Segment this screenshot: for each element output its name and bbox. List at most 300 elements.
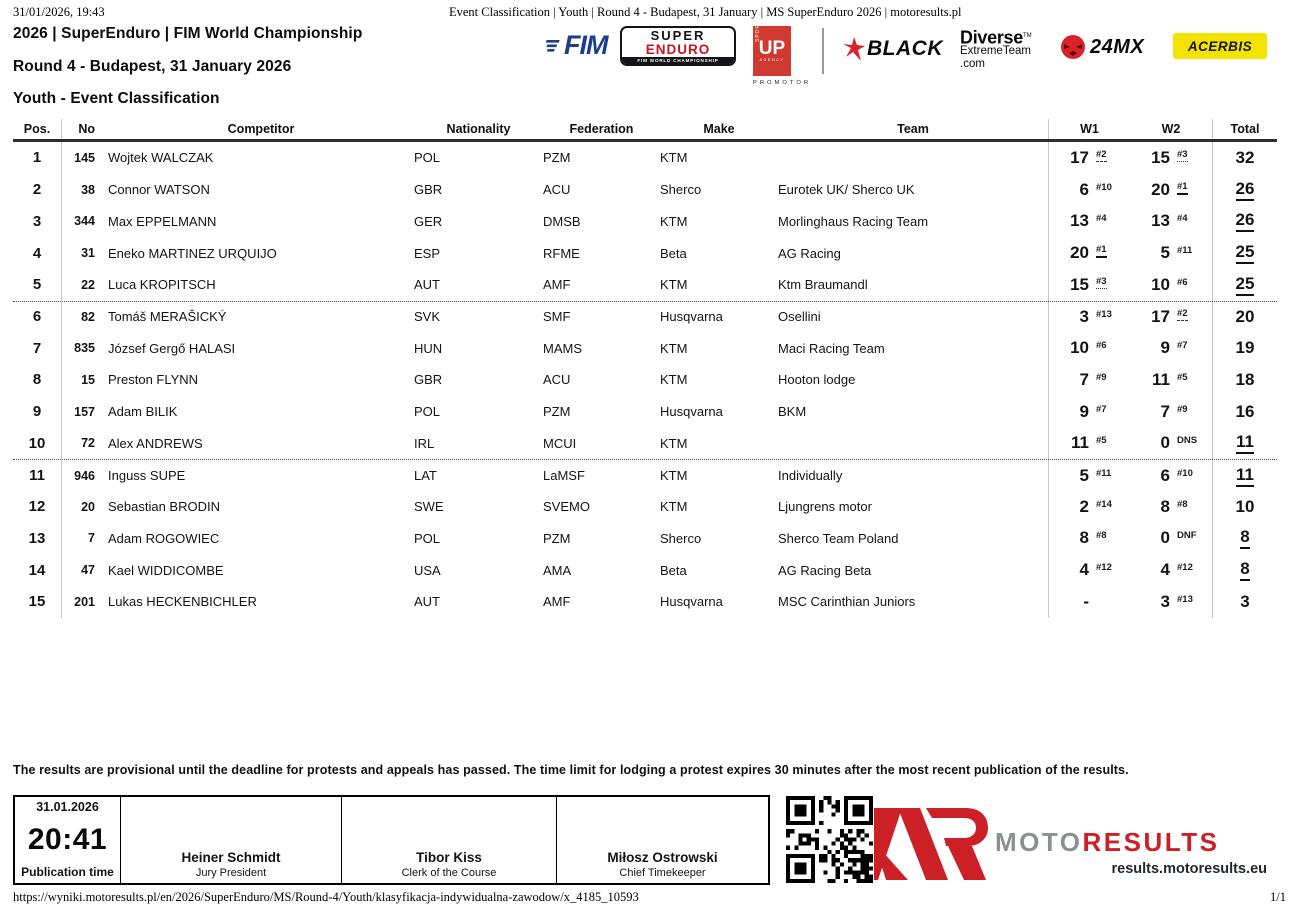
nationality-cell: USA (414, 562, 441, 578)
w1-cell (1048, 491, 1130, 523)
federation-cell: MAMS (543, 340, 582, 356)
spacer-cell (98, 332, 108, 364)
table-row (13, 364, 1277, 396)
table-row (13, 459, 1277, 491)
w2-cell (1130, 427, 1212, 459)
federation-cell: AMF (543, 277, 571, 293)
sportup-promotor-logo (753, 19, 812, 86)
publication-box (13, 795, 770, 885)
competitor-cell: Adam ROGOWIEC (108, 530, 220, 546)
table-row (13, 523, 1277, 555)
federation-cell: PZM (543, 150, 571, 166)
spacer-cell (98, 174, 108, 206)
official-jury-president (121, 797, 342, 883)
print-datetime: 31/01/2026, 19:43 (13, 5, 105, 19)
team-cell: Hooton lodge (778, 372, 856, 388)
logo-strip (540, 19, 1287, 86)
w2-cell (1130, 586, 1212, 618)
spacer-cell (98, 427, 108, 459)
total-cell (1212, 586, 1277, 618)
competitor-cell: Tomáš MERAŠICKÝ (108, 309, 227, 325)
official-role: Jury President (195, 867, 267, 879)
w2-cell (1130, 396, 1212, 428)
header-pos: Pos. (13, 119, 62, 139)
heat-rank-tag: #2 (1096, 149, 1107, 161)
qr-code (786, 796, 873, 883)
w2-cell (1130, 142, 1212, 174)
table-row (13, 301, 1277, 333)
results-site-url: results.motoresults.eu (1111, 861, 1267, 877)
total-points: 8 (1240, 559, 1249, 581)
federation-cell: DMSB (543, 213, 581, 229)
black-star-icon (843, 37, 865, 61)
print-doc-title: Event Classification | Youth | Round 4 - Budapest, 31 January | MS SuperEnduro 2026 | motoresults.pl (449, 5, 962, 19)
total-points: 11 (1236, 465, 1254, 487)
w1-cell (1048, 332, 1130, 364)
heat-points: 9 (1160, 338, 1170, 358)
heat-rank-tag: #6 (1177, 276, 1188, 288)
heat-points: 17 (1151, 306, 1170, 326)
total-points: 20 (1235, 306, 1255, 326)
team-cell: AG Racing (778, 245, 841, 261)
team-cell (778, 142, 1048, 174)
w1-cell (1048, 237, 1130, 269)
total-cell (1212, 460, 1277, 491)
heat-rank-tag: #11 (1096, 467, 1112, 479)
page-number: 1/1 (1270, 890, 1286, 904)
w1-cell (1048, 205, 1130, 237)
federation-cell: SMF (543, 309, 571, 325)
table-row (13, 396, 1277, 428)
team-cell: Ljungrens motor (778, 499, 872, 515)
24mx-logo (1060, 34, 1144, 60)
team-cell: Eurotek UK/ Sherco UK (778, 182, 915, 198)
official-name: Heiner Schmidt (181, 850, 281, 865)
heat-points: 0 (1160, 433, 1170, 453)
nationality-cell: GBR (414, 372, 443, 388)
competitor-cell: Kael WIDDICOMBE (108, 562, 224, 578)
heat-rank-tag: #8 (1096, 530, 1107, 542)
heat-rank-tag: #10 (1177, 467, 1193, 479)
position-cell: 10 (13, 427, 62, 459)
table-row (13, 554, 1277, 586)
make-cell: Sherco (660, 182, 702, 198)
federation-cell: AMF (543, 594, 571, 610)
w1-cell (1048, 427, 1130, 459)
diverse-logo (960, 27, 1032, 71)
team-cell: MSC Carinthian Juniors (778, 594, 916, 610)
w1-cell (1048, 364, 1130, 396)
wordmark-results: RESULTS (1082, 827, 1220, 857)
total-points: 8 (1240, 527, 1249, 549)
total-cell (1212, 396, 1277, 428)
total-cell (1212, 174, 1277, 206)
superenduro-logo-sub: FIM WORLD CHAMPIONSHIP (622, 57, 734, 64)
total-points: 3 (1240, 591, 1250, 611)
heat-rank-tag: #13 (1177, 593, 1193, 605)
heat-rank-tag: #5 (1096, 435, 1107, 447)
spacer-cell (98, 302, 108, 333)
w2-cell (1130, 460, 1212, 491)
official-clerk-of-course (342, 797, 557, 883)
heat-points: 6 (1160, 465, 1170, 485)
heat-points: 8 (1079, 528, 1089, 548)
team-cell: Maci Racing Team (778, 340, 885, 356)
w2-cell (1130, 364, 1212, 396)
make-cell: Husqvarna (660, 404, 723, 420)
number-cell: 38 (81, 182, 95, 197)
official-name: Miłosz Ostrowski (607, 850, 718, 865)
superenduro-logo (620, 26, 736, 66)
official-chief-timekeeper (557, 797, 768, 883)
heat-rank-tag: #12 (1177, 562, 1193, 574)
heat-points: 6 (1079, 179, 1089, 199)
make-cell: KTM (660, 277, 688, 293)
publication-time-cell (15, 797, 121, 883)
table-row (13, 269, 1277, 301)
spacer-cell (98, 364, 108, 396)
table-row (13, 174, 1277, 206)
official-role: Clerk of the Course (401, 867, 497, 879)
total-points: 25 (1236, 274, 1255, 296)
heat-points: 4 (1079, 560, 1089, 580)
heat-points: 11 (1152, 369, 1170, 389)
acerbis-logo (1173, 33, 1267, 59)
total-cell (1212, 554, 1277, 586)
heat-rank-tag: #9 (1177, 403, 1188, 415)
heat-points: 20 (1151, 179, 1170, 199)
total-cell (1212, 269, 1277, 301)
position-cell: 6 (13, 302, 62, 333)
make-cell: Husqvarna (660, 594, 723, 610)
heat-rank-tag: #13 (1096, 308, 1112, 320)
federation-cell: AMA (543, 562, 572, 578)
sportup-red-box (753, 19, 791, 76)
heat-rank-tag: #10 (1096, 181, 1112, 193)
diverse-tm: TM (1022, 33, 1032, 39)
total-points: 16 (1235, 401, 1255, 421)
total-cell (1212, 364, 1277, 396)
heat-points: 4 (1160, 560, 1170, 580)
nationality-cell: ESP (414, 245, 441, 261)
w1-cell (1048, 554, 1130, 586)
competitor-cell: Lukas HECKENBICHLER (108, 594, 257, 610)
heat-points: 10 (1151, 274, 1170, 294)
make-cell: Husqvarna (660, 309, 723, 325)
24mx-logo-text: 24MX (1090, 35, 1145, 58)
total-cell (1212, 237, 1277, 269)
competitor-cell: Eneko MARTINEZ URQUIJO (108, 245, 277, 261)
federation-cell: ACU (543, 372, 571, 388)
spacer-cell (98, 460, 108, 491)
number-cell: 72 (81, 436, 95, 451)
team-cell: Sherco Team Poland (778, 530, 899, 546)
total-cell (1212, 142, 1277, 174)
header-w2: W2 (1161, 122, 1181, 136)
federation-cell: LaMSF (543, 468, 585, 484)
w2-cell (1130, 205, 1212, 237)
competitor-cell: Adam BILIK (108, 404, 178, 420)
heat-rank-tag: DNS (1177, 435, 1198, 447)
fim-logo-text: FIM (564, 30, 608, 60)
w2-cell (1130, 302, 1212, 333)
w2-cell (1130, 269, 1212, 301)
heat-rank-tag: #7 (1096, 403, 1107, 415)
diverse-logo-line3: .com (960, 58, 985, 71)
table-header-row (13, 119, 1277, 142)
heat-rank-tag: #8 (1177, 498, 1188, 510)
competitor-cell: Preston FLYNN (108, 372, 199, 388)
w2-cell (1130, 491, 1212, 523)
position-cell: 7 (13, 332, 62, 364)
number-cell: 946 (74, 468, 95, 483)
nationality-cell: IRL (414, 435, 435, 451)
competitor-cell: Max EPPELMANN (108, 213, 217, 229)
heat-rank-tag: #4 (1096, 213, 1107, 225)
table-row (13, 237, 1277, 269)
team-cell: Osellini (778, 309, 821, 325)
make-cell: KTM (660, 468, 688, 484)
header-spacer (98, 119, 108, 139)
heat-points: 15 (1151, 147, 1170, 167)
nationality-cell: GBR (414, 182, 443, 198)
total-points: 32 (1235, 147, 1255, 167)
total-cell (1212, 491, 1277, 523)
motoresults-mr-icon (868, 798, 990, 888)
logo-divider (822, 28, 824, 74)
w1-cell (1048, 396, 1130, 428)
fim-logo (545, 30, 608, 61)
heat-rank-tag: DNF (1177, 530, 1197, 542)
heat-rank-tag: #6 (1096, 340, 1107, 352)
number-cell: 31 (81, 246, 95, 261)
source-url: https://wyniki.motoresults.pl/en/2026/SuperEnduro/MS/Round-4/Youth/klasyfikacja-indywidualna-zawodow/x_4185_10593 (13, 890, 639, 904)
spacer-cell (98, 491, 108, 523)
heat-points: 11 (1071, 433, 1089, 453)
total-cell (1212, 205, 1277, 237)
federation-cell: MCUI (543, 435, 577, 451)
spacer-cell (98, 142, 108, 174)
w1-cell (1048, 142, 1130, 174)
header-federation: Federation (569, 122, 634, 136)
w2-cell (1130, 237, 1212, 269)
total-points: 26 (1236, 210, 1255, 232)
superenduro-logo-top: SUPER (650, 28, 706, 43)
make-cell: KTM (660, 150, 688, 166)
make-cell: KTM (660, 372, 688, 388)
position-cell: 4 (13, 237, 62, 269)
table-row (13, 205, 1277, 237)
competitor-cell: Alex ANDREWS (108, 435, 203, 451)
heat-rank-tag: #12 (1096, 562, 1112, 574)
heat-points: 13 (1151, 211, 1170, 231)
w1-cell (1048, 302, 1130, 333)
heat-rank-tag: #5 (1177, 371, 1188, 383)
motoresults-wordmark (995, 827, 1219, 858)
heat-points: 0 (1160, 528, 1170, 548)
heat-rank-tag: #3 (1096, 276, 1107, 288)
spacer-cell (98, 586, 108, 618)
federation-cell: RFME (543, 245, 580, 261)
total-cell (1212, 427, 1277, 459)
competitor-cell: Connor WATSON (108, 182, 210, 198)
position-cell: 8 (13, 364, 62, 396)
w1-cell (1048, 269, 1130, 301)
official-name: Tibor Kiss (416, 850, 482, 865)
table-row (13, 586, 1277, 618)
table-row (13, 332, 1277, 364)
position-cell: 12 (13, 491, 62, 523)
official-role: Chief Timekeeper (619, 867, 706, 879)
nationality-cell: POL (414, 150, 441, 166)
total-points: 18 (1235, 369, 1255, 389)
w1-cell (1048, 586, 1130, 618)
round-title: Round 4 - Budapest, 31 January 2026 (13, 57, 292, 75)
w1-cell (1048, 460, 1130, 491)
number-cell: 344 (74, 214, 95, 229)
position-cell: 1 (13, 142, 62, 174)
spacer-cell (98, 205, 108, 237)
promotor-text: PROMOTOR (753, 80, 812, 86)
title-block (13, 25, 362, 123)
heat-points: 3 (1079, 306, 1089, 326)
team-cell: Ktm Braumandl (778, 277, 868, 293)
team-cell: Individually (778, 468, 843, 484)
heat-points: 10 (1070, 338, 1089, 358)
heat-rank-tag: #3 (1177, 149, 1188, 161)
nationality-cell: HUN (414, 340, 443, 356)
heat-rank-tag: #7 (1177, 340, 1188, 352)
heat-points: 20 (1070, 243, 1089, 263)
black-logo (843, 37, 943, 61)
number-cell: 82 (81, 309, 95, 324)
position-cell: 11 (13, 460, 62, 491)
w2-cell (1130, 174, 1212, 206)
number-cell: 20 (81, 499, 95, 514)
make-cell: KTM (660, 499, 688, 515)
publication-date: 31.01.2026 (36, 800, 99, 814)
heat-points: 8 (1160, 496, 1170, 516)
team-cell: BKM (778, 404, 807, 420)
spacer-cell (98, 396, 108, 428)
results-table (13, 119, 1277, 618)
heat-rank-tag: #14 (1096, 498, 1112, 510)
spacer-cell (98, 554, 108, 586)
heat-rank-tag: #9 (1096, 371, 1107, 383)
total-cell (1212, 523, 1277, 555)
number-cell: 145 (74, 150, 95, 165)
total-points: 19 (1235, 338, 1255, 358)
w2-cell (1130, 523, 1212, 555)
nationality-cell: AUT (414, 594, 440, 610)
provisional-notice: The results are provisional until the deadline for protests and appeals has passed. The time limit for lodging a protest expires 30 minutes after the most recent publication of the results. (13, 763, 1129, 777)
team-cell: Morlinghaus Racing Team (778, 213, 929, 229)
team-cell (778, 427, 1048, 459)
federation-cell: PZM (543, 404, 571, 420)
number-cell: 47 (81, 563, 95, 578)
diverse-logo-line1: Diverse (960, 27, 1023, 48)
table-row (13, 427, 1277, 459)
total-points: 26 (1236, 179, 1255, 201)
federation-cell: ACU (543, 182, 571, 198)
sportup-agency-text: AGENCY (759, 58, 785, 62)
heat-rank-tag: #4 (1177, 213, 1188, 225)
spacer-cell (98, 237, 108, 269)
publication-time-label: Publication time (21, 865, 114, 879)
heat-points: 2 (1079, 496, 1089, 516)
heat-points: 7 (1079, 369, 1089, 389)
position-cell: 9 (13, 396, 62, 428)
position-cell: 15 (13, 586, 62, 618)
publication-time: 20:41 (27, 822, 108, 856)
number-cell: 201 (74, 594, 95, 609)
nationality-cell: SWE (414, 499, 444, 515)
number-cell: 157 (74, 404, 95, 419)
nationality-cell: GER (414, 213, 443, 229)
w2-cell (1130, 554, 1212, 586)
heat-points: - (1083, 591, 1089, 611)
header-total: Total (1212, 119, 1277, 139)
spacer-cell (98, 269, 108, 301)
header-nationality: Nationality (446, 122, 511, 136)
number-cell: 15 (81, 372, 95, 387)
number-cell: 835 (74, 341, 95, 356)
number-cell: 7 (88, 531, 95, 546)
w1-cell (1048, 523, 1130, 555)
position-cell: 2 (13, 174, 62, 206)
competitor-cell: Sebastian BRODIN (108, 499, 220, 515)
acerbis-logo-text: ACERBIS (1187, 38, 1253, 54)
position-cell: 3 (13, 205, 62, 237)
results-rows (13, 142, 1277, 618)
heat-rank-tag: #11 (1177, 245, 1193, 257)
position-cell: 5 (13, 269, 62, 301)
make-cell: Sherco (660, 530, 702, 546)
24mx-mask-icon (1060, 34, 1086, 60)
sportup-sport-text: SPORT (755, 19, 761, 42)
federation-cell: SVEMO (543, 499, 590, 515)
nationality-cell: POL (414, 404, 441, 420)
nationality-cell: POL (414, 530, 441, 546)
total-cell (1212, 302, 1277, 333)
header-make: Make (703, 122, 735, 136)
heat-points: 5 (1079, 465, 1089, 485)
make-cell: KTM (660, 213, 688, 229)
black-logo-text: BLACK (867, 37, 943, 60)
header-competitor: Competitor (227, 122, 295, 136)
table-row (13, 491, 1277, 523)
competitor-cell: Luca KROPITSCH (108, 277, 216, 293)
wordmark-moto: MOTO (995, 827, 1083, 857)
heat-rank-tag: #1 (1096, 244, 1107, 258)
classification-title: Youth - Event Classification (13, 90, 220, 107)
header-no: No (78, 122, 95, 136)
table-row (13, 142, 1277, 174)
team-cell: AG Racing Beta (778, 562, 872, 578)
position-cell: 14 (13, 554, 62, 586)
sportup-up-text: UP (758, 38, 786, 59)
federation-cell: PZM (543, 530, 571, 546)
heat-points: 7 (1160, 401, 1170, 421)
make-cell: KTM (660, 435, 688, 451)
make-cell: Beta (660, 245, 687, 261)
total-points: 25 (1236, 242, 1255, 264)
heat-rank-tag: #1 (1177, 181, 1188, 195)
header-team: Team (897, 122, 929, 136)
total-points: 10 (1235, 496, 1255, 516)
heat-points: 5 (1160, 243, 1170, 263)
heat-points: 17 (1070, 147, 1089, 167)
